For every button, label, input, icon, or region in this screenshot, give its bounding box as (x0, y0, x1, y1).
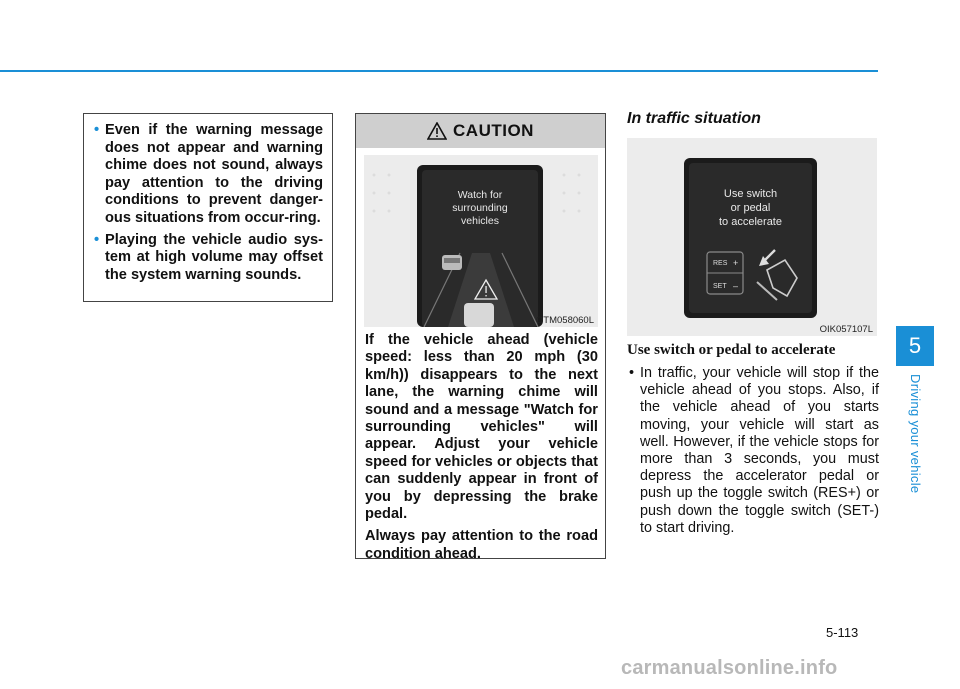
section-title: In traffic situation (627, 110, 761, 127)
figure-code: OIK057107L (819, 324, 873, 335)
caution-text (365, 332, 598, 568)
bullet-dot-icon: • (94, 231, 100, 248)
cluster-display-illustration (364, 155, 598, 327)
display-line: vehicles (461, 214, 499, 227)
display-line: to accelerate (719, 215, 782, 228)
note-bullet: • Playing the vehicle audio sys-tem at high volume may offset the system warning sounds. (94, 231, 323, 283)
caution-header (356, 114, 605, 148)
svg-text:–: – (733, 281, 739, 291)
watermark: carmanualsonline.info (621, 657, 838, 679)
warning-triangle-icon (427, 122, 447, 140)
caution-figure (364, 155, 598, 327)
header-rule (0, 70, 878, 72)
body-bullets (627, 365, 879, 537)
caution-box (355, 113, 606, 562)
bullet-dot-icon: • (94, 122, 100, 138)
svg-text:+: + (733, 258, 739, 268)
note-bullet: • Even if the warning message does not appear and warning chime does not sound, always pay attention to the driving conditions to prevent danger-ous situations from occur-ring. (94, 122, 323, 226)
caution-paragraph: Always pay attention to the road condition ahead. (365, 528, 598, 562)
caution-paragraph: If the vehicle ahead (vehicle speed: less than 20 mph (30 km/h)) disappears to the next lane, the warning chime will sound and a message "Watch for surrounding vehicles" will appear. Adjust your vehicle speed for vehicles or objects that can suddenly appear in front of you by depressing the brake pedal. (365, 332, 598, 523)
display-line: Use switch (723, 188, 778, 200)
page-number: 5-113 (826, 625, 859, 640)
display-line: or pedal (730, 201, 771, 214)
display-line: surrounding (452, 201, 508, 214)
display-line: Watch for (457, 189, 503, 201)
right-figure (627, 138, 877, 336)
switch-pedal-illustration (627, 138, 877, 336)
body-bullet: • In traffic, your vehicle will stop if the vehicle ahead of you stops. Also, if the vehicle ahead of you starts moving, your vehicle will start as well. However, if the vehicle stops for more than 3 seconds, you must depress the accelerator pedal or push up the toggle switch (RES+) or push down the toggle switch (SET-) to start driving. (629, 365, 879, 536)
figure-code: OTM058060L (535, 315, 594, 326)
chapter-label: Driving your vehicle (908, 374, 923, 494)
caution-title: CAUTION (453, 121, 534, 140)
chapter-number-tab: 5 (896, 326, 934, 366)
sub-heading: Use switch or pedal to accelerate (627, 342, 836, 358)
bullet-dot-icon: • (629, 365, 635, 381)
warning-note-box (83, 113, 333, 302)
set-switch-label: SET (713, 283, 727, 290)
res-switch-label: RES (713, 260, 728, 267)
